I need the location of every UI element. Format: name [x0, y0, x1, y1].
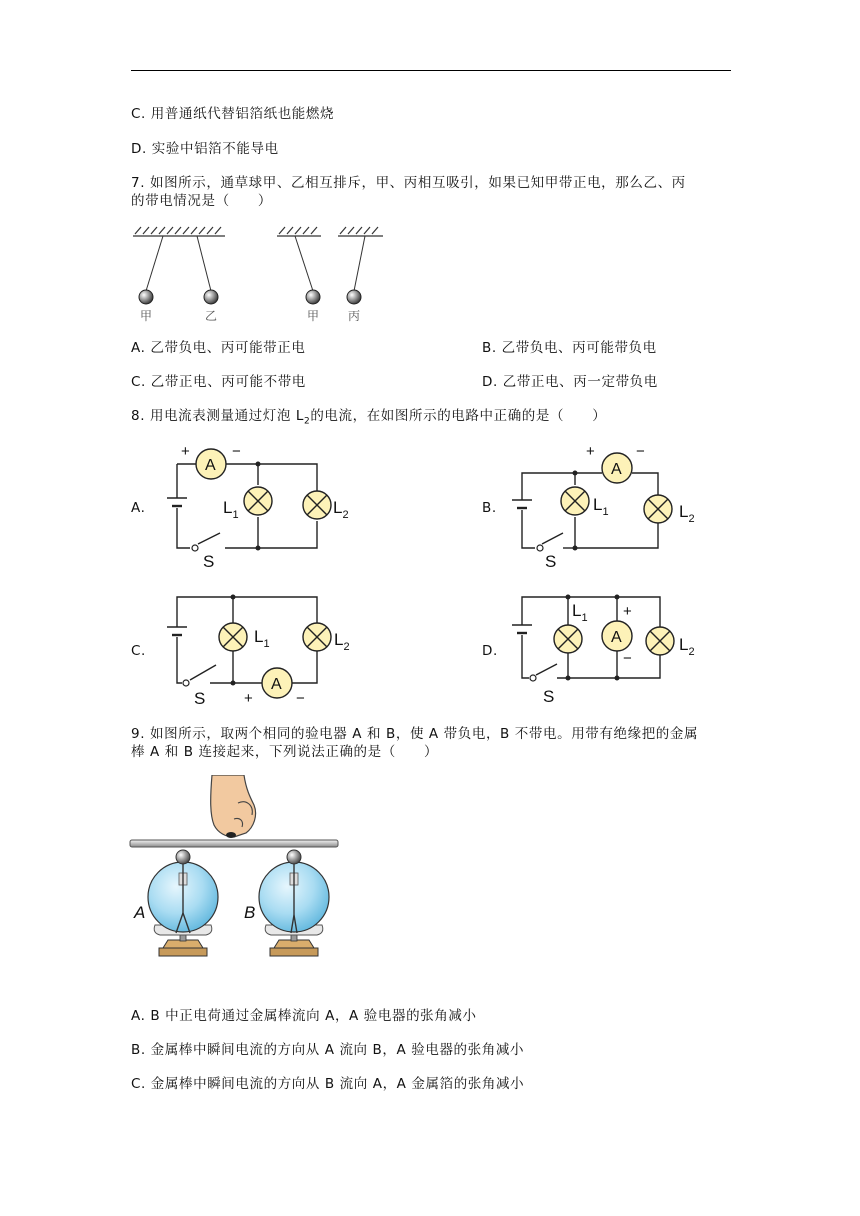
ammeter [602, 453, 632, 483]
q7-stem-line2: 的带电情况是（ ） [131, 193, 272, 209]
q8-option-a-letter: A. [131, 500, 146, 516]
ball-label-bing: 丙 [348, 309, 361, 323]
lamp-l1-label: $L_1$ [593, 495, 609, 518]
lamp-l1-label: $L_1$ [223, 498, 239, 521]
lamp-l2 [303, 623, 331, 651]
thread-jia-1 [146, 236, 163, 291]
lamp-l2-label: $L_2$ [679, 635, 695, 658]
ball-label-jia-1: 甲 [140, 309, 153, 323]
prev-option-c: C. 用普通纸代替铝箔纸也能燃烧 [131, 106, 335, 122]
lamp-l2-label: $L_2$ [334, 630, 350, 653]
lamp-l2 [644, 495, 672, 523]
circuit-b [505, 440, 715, 575]
circuit-a [150, 440, 370, 575]
q7-figure-pith-balls [125, 222, 400, 327]
svg-text:A: A [611, 461, 622, 478]
switch-label: S [545, 552, 557, 571]
q9-figure-electroscopes [128, 775, 343, 990]
ammeter [602, 621, 632, 651]
q8-option-c-letter: C. [131, 643, 146, 659]
lamp-l2 [303, 491, 331, 519]
q9-stem-line2: 棒 A 和 B 连接起来，下列说法正确的是（ ） [131, 744, 439, 760]
ammeter [196, 449, 226, 479]
q7-stem-line1: 7. 如图所示，通草球甲、乙相互排斥，甲、丙相互吸引，如果已知甲带正电，那么乙、丙 [131, 175, 686, 191]
lamp-l1-label: $L_1$ [572, 601, 588, 624]
lamp-l1 [244, 487, 272, 515]
thread-yi [197, 236, 211, 291]
electroscope-b-label: B [244, 903, 256, 922]
q8-option-b-letter: B. [482, 500, 497, 516]
q7-option-d: D. 乙带正电、丙一定带负电 [482, 374, 658, 390]
switch-label: S [203, 552, 215, 571]
svg-text:A: A [205, 457, 216, 474]
q9-option-b: B. 金属棒中瞬间电流的方向从 A 流向 B，A 验电器的张角减小 [131, 1042, 525, 1058]
ball-label-yi: 乙 [205, 309, 218, 323]
hand-icon [211, 775, 256, 838]
pith-ball-jia-2 [306, 290, 320, 304]
lamp-l2-label: $L_2$ [333, 498, 349, 521]
ball-label-jia-2: 甲 [307, 309, 320, 323]
lamp-l1 [219, 623, 247, 651]
ammeter-minus: − [296, 690, 305, 707]
lamp-l1-label: $L_1$ [254, 627, 270, 650]
metal-rod [130, 840, 338, 847]
svg-text:A: A [271, 676, 282, 693]
thread-jia-2 [295, 236, 313, 291]
pith-ball-bing [347, 290, 361, 304]
ceiling-support-right [277, 227, 383, 236]
lamp-l1 [554, 625, 582, 653]
ceiling-support-left [133, 227, 225, 236]
circuit-d [505, 585, 715, 715]
electroscope-a-label: A [134, 903, 146, 922]
switch-pivot [192, 545, 198, 551]
ammeter-plus: + [244, 690, 253, 707]
q9-stem-line1: 9. 如图所示，取两个相同的验电器 A 和 B，使 A 带负电，B 不带电。用带有绝缘把的金属 [131, 726, 699, 742]
pith-ball-yi [204, 290, 218, 304]
circuit-c [150, 585, 370, 715]
ammeter [262, 668, 292, 698]
ammeter-minus: − [232, 443, 241, 460]
prev-option-d: D. 实验中铝箔不能导电 [131, 141, 279, 157]
q8-option-d-letter: D. [482, 643, 498, 659]
ammeter-minus: − [636, 443, 645, 460]
electroscope-a [148, 850, 218, 956]
lamp-l2 [646, 627, 674, 655]
q8-stem: 8. 用电流表测量通过灯泡 $L_2$的电流，在如图所示的电路中正确的是（ ） [131, 408, 607, 427]
ammeter-plus: + [623, 603, 632, 620]
q7-option-b: B. 乙带负电、丙可能带负电 [482, 340, 657, 356]
electroscope-b [259, 850, 329, 956]
q7-option-c: C. 乙带正电、丙可能不带电 [131, 374, 306, 390]
lamp-l1 [561, 487, 589, 515]
q9-option-a: A. B 中正电荷通过金属棒流向 A，A 验电器的张角减小 [131, 1008, 477, 1024]
switch-label: S [194, 689, 206, 708]
lamp-l2-label: $L_2$ [679, 502, 695, 525]
pith-ball-jia-1 [139, 290, 153, 304]
ammeter-plus: + [181, 443, 190, 460]
thread-bing [354, 236, 365, 291]
svg-text:A: A [611, 629, 622, 646]
ammeter-plus: + [586, 443, 595, 460]
header-rule [131, 70, 731, 71]
q9-option-c: C. 金属棒中瞬间电流的方向从 B 流向 A，A 金属箔的张角减小 [131, 1076, 525, 1092]
ammeter-minus: − [623, 650, 632, 667]
switch-label: S [543, 687, 555, 706]
q7-option-a: A. 乙带负电、丙可能带正电 [131, 340, 306, 356]
